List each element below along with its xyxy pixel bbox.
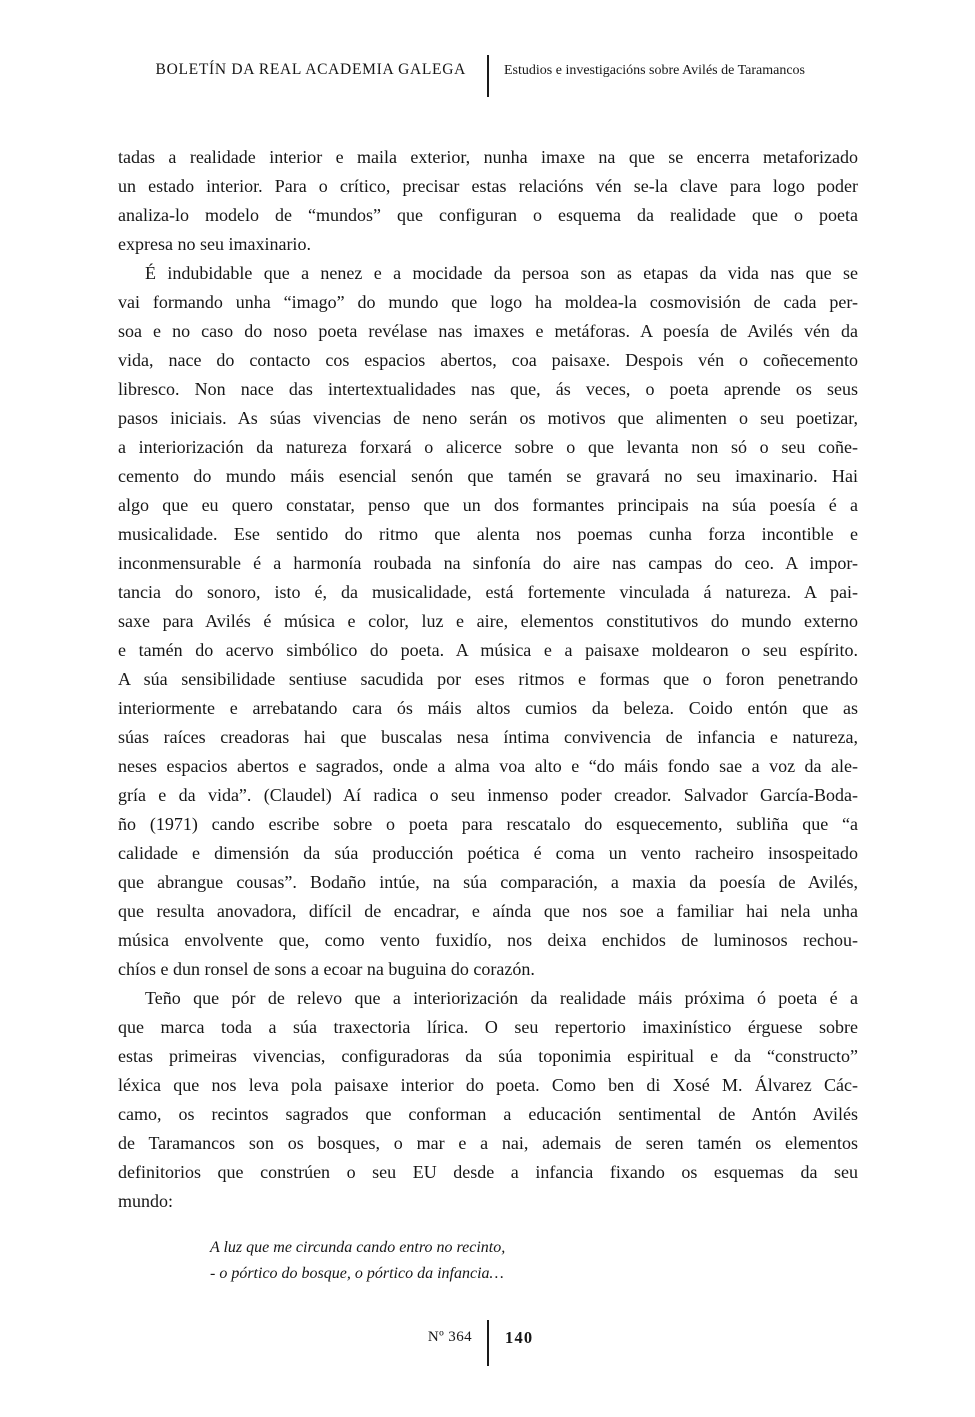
text-line: tadas a realidade interior e maila exterior, nunha imaxe na que se encerra metaforizado (118, 147, 858, 167)
verse-line: A luz que me circunda cando entro no recinto, (210, 1239, 506, 1256)
article-body (118, 143, 858, 1216)
text-line: a interiorización da natureza forxará o alicerce sobre o que levanta non só o seu coñe- (118, 437, 858, 457)
text-line: cemento do mundo máis esencial senón que tamén se gravará no seu imaxinario. Hai (118, 466, 858, 486)
text-line: chíos e dun ronsel de sons a ecoar na buguina do corazón. (118, 959, 535, 979)
text-line: vai formando unha “imago” do mundo que logo ha moldea-la cosmovisión de cada per- (118, 292, 858, 312)
text-line: soa e no caso do noso poeta revélase nas imaxes e metáforas. A poesía de Avilés vén da (118, 321, 858, 341)
text-line: gría e da vida”. (Claudel) Aí radica o seu inmenso poder creador. Salvador García-Boda- (118, 785, 858, 805)
text-line: musicalidade. Ese sentido do ritmo que alenta nos poemas cunha forza incontible e (118, 524, 858, 544)
text-line: neses espacios abertos e sagrados, onde a alma voa alto e “do máis fondo sae a voz da ale- (118, 756, 858, 776)
issue-number: Nº 364 (427, 1329, 472, 1345)
text-line: súas raíces creadoras hai que buscalas nesa íntima convivencia de infancia e natureza, (118, 727, 858, 747)
paragraph-continuation (118, 143, 858, 259)
text-line: que marca toda a súa traxectoria lírica. O seu repertorio imaxinístico érguese sobre (118, 1017, 858, 1037)
text-line: que resulta anovadora, difícil de encadrar, e aínda que nos soe a familiar hai nela unha (118, 901, 858, 921)
text-line: camo, os recintos sagrados que conforman a educación sentimental de Antón Avilés (118, 1104, 858, 1124)
verse-quote (210, 1235, 505, 1286)
verse-line: - o pórtico do bosque, o pórtico da infancia… (210, 1264, 504, 1282)
footer-divider (487, 1320, 489, 1366)
text-line: pasos iniciais. As súas vivencias de neno serán os motivos que alimenten o seu poetizar, (118, 408, 858, 428)
text-line: estas primeiras vivencias, configuradoras da súa toponimia espiritual e da “constructo” (118, 1046, 858, 1066)
text-line: que abrangue cousas”. Bodaño intúe, na súa comparación, a maxia da poesía de Avilés, (118, 872, 858, 892)
text-line: algo que eu quero constatar, penso que un dos formantes principais na súa poesía é a (118, 495, 858, 515)
text-line: É indubidable que a nenez e a mocidade da persoa son as etapas da vida nas que se (145, 263, 858, 283)
header-divider (487, 55, 489, 97)
page-number: 140 (505, 1328, 534, 1347)
text-line: tancia do sonoro, isto é, da musicalidade, está fortemente vinculada á natureza. A pai- (118, 582, 858, 602)
text-line: música envolvente que, como vento fuxidío, nos deixa enchidos de luminosos rechou- (118, 930, 858, 950)
paragraph-childhood (118, 259, 858, 984)
text-line: mundo: (118, 1191, 174, 1211)
text-line: A súa sensibilidade sentiuse sacudida por eses ritmos e formas que o foron penetrando (118, 669, 858, 689)
text-line: interiormente e arrebatando cara ós máis altos cumios da beleza. Coido entón que as (118, 698, 858, 718)
journal-title: BOLETÍN DA REAL ACADEMIA GALEGA (155, 61, 466, 78)
text-line: definitorios que constrúen o seu EU desde a infancia fixando os esquemas da seu (118, 1162, 858, 1182)
text-line: analiza-lo modelo de “mundos” que configuran o esquema da realidade que o poeta (118, 205, 858, 225)
text-line: ño (1971) cando escribe sobre o poeta para rescatalo do esquecemento, subliña que “a (118, 814, 858, 834)
text-line: e tamén do acervo simbólico do poeta. A música e a paisaxe moldearon o seu espírito. (118, 640, 858, 660)
text-line: léxica que nos leva pola paisaxe interior do poeta. Como ben di Xosé M. Álvarez Các- (118, 1075, 858, 1095)
paragraph-interiorization (118, 984, 858, 1216)
text-line: expresa no seu imaxinario. (118, 234, 311, 254)
text-line: de Taramancos son os bosques, o mar e a nai, ademais de seren tamén os elementos (118, 1133, 858, 1153)
text-line: vida, nace do contacto cos espacios abertos, coa paisaxe. Despois vén o coñecemento (118, 350, 858, 370)
section-title: Estudios e investigacións sobre Avilés de Taramancos (504, 63, 805, 78)
text-line: un estado interior. Para o crítico, precisar estas relacións vén se-la clave para logo poder (118, 176, 858, 196)
text-line: calidade e dimensión da súa producción poética é coma un vento racheiro insospeitado (118, 843, 858, 863)
text-line: inconmensurable é a harmonía roubada na sinfonía do aire nas campas do ceo. A impor- (118, 553, 858, 573)
text-line: saxe para Avilés é música e color, luz e aire, elementos constitutivos do mundo externo (118, 611, 858, 631)
text-line: Teño que pór de relevo que a interiorización da realidade máis próxima ó poeta é a (145, 988, 858, 1008)
text-line: libresco. Non nace das intertextualidades nas que, ás veces, o poeta aprende os seus (118, 379, 858, 399)
